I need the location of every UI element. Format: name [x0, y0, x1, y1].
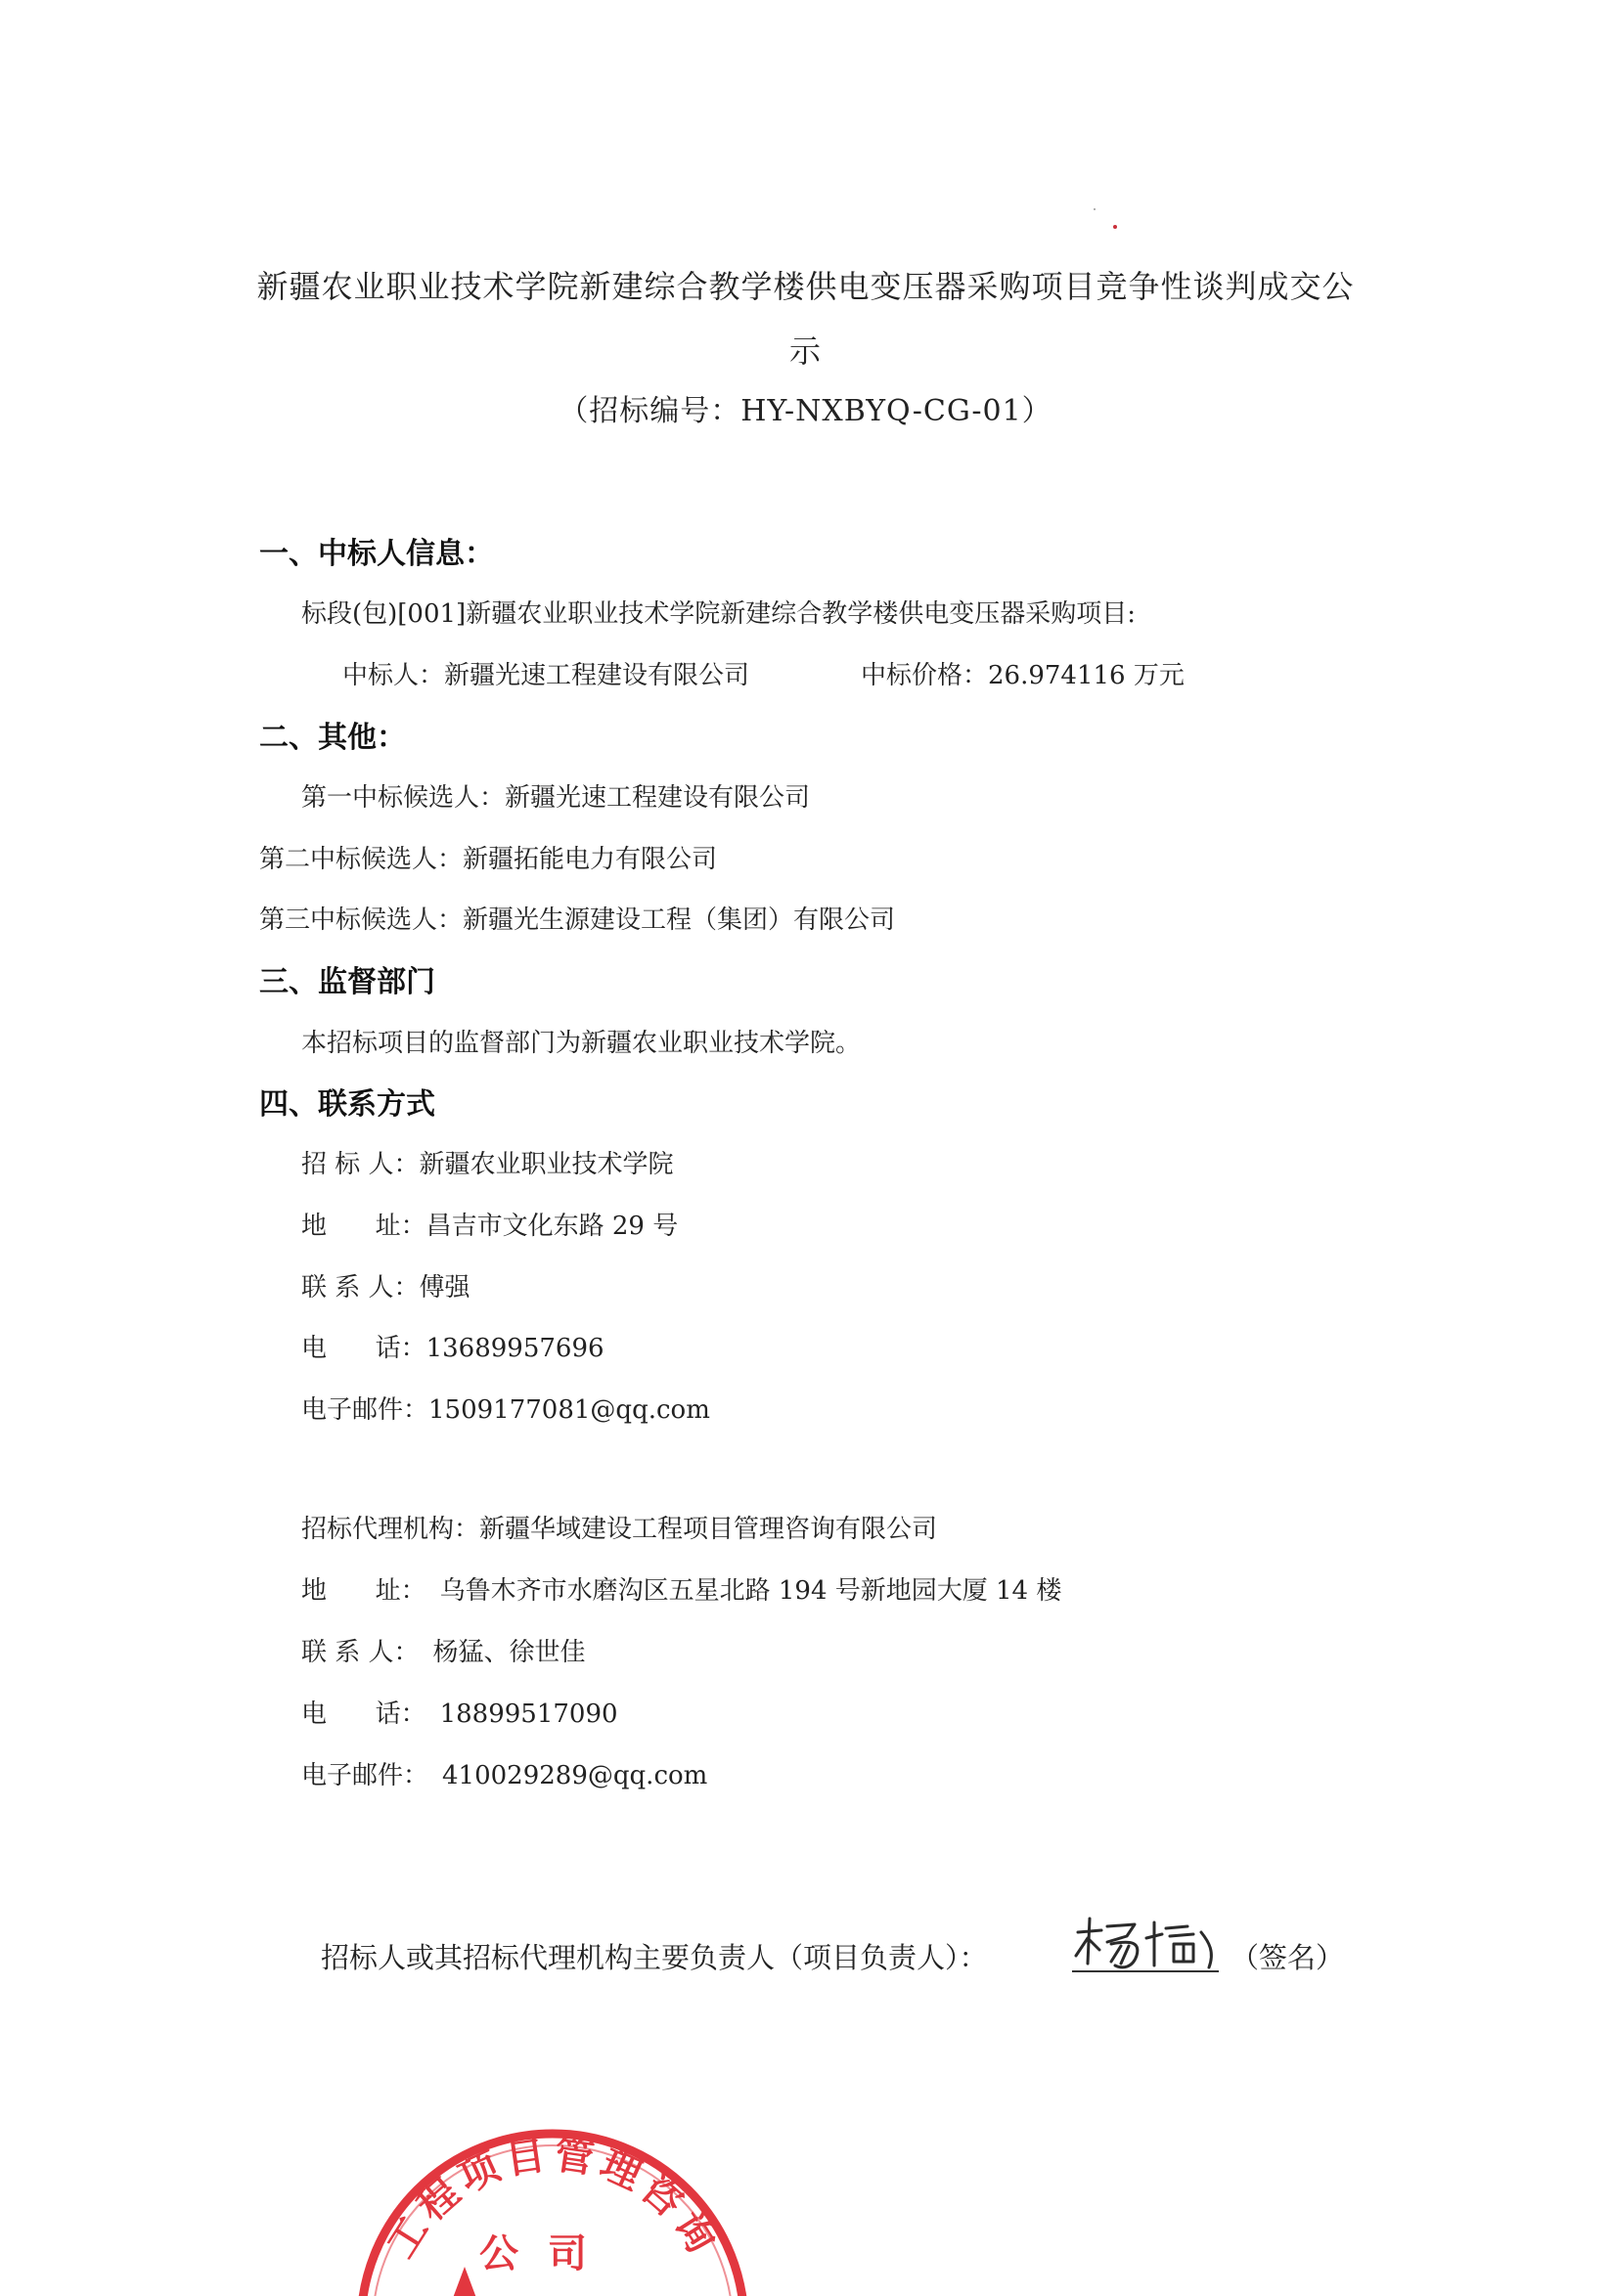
section-heading-winner: 一、中标人信息： [259, 537, 494, 571]
tenderer-phone: 13689957696 [425, 1334, 604, 1363]
section-heading-other: 二、其他： [259, 721, 406, 755]
scan-speck [1094, 208, 1096, 210]
document-title-line1: 新疆农业职业技术学院新建综合教学楼供电变压器采购项目竞争性谈判成交公 [256, 268, 1355, 305]
agency-address: 乌鲁木齐市水磨沟区五星北路 194 号新地园大厦 14 楼 [439, 1576, 1062, 1606]
signature-underline [1072, 1970, 1219, 1972]
lot-description: 标段(包)[001]新疆农业职业技术学院新建综合教学楼供电变压器采购项目: [301, 599, 1136, 629]
agency-address-row [301, 1570, 1061, 1607]
seal-text-bottom: 公司 [479, 2231, 616, 2276]
tenderer-name-label: 招 标 人： [301, 1150, 420, 1179]
tenderer-address-label: 地 址： [301, 1212, 426, 1241]
tenderer-address: 昌吉市文化东路 29 号 [425, 1212, 679, 1241]
tenderer-email-row [301, 1390, 710, 1426]
winner-name: 中标人：新疆光速工程建设有限公司 [342, 661, 750, 690]
agency-name-row [301, 1509, 937, 1545]
agency-email-row [301, 1755, 707, 1791]
agency-contact: 杨猛、徐世佳 [432, 1638, 586, 1667]
tenderer-name-row [301, 1144, 674, 1180]
official-seal [337, 2120, 768, 2296]
signature-prefix: 招标人或其招标代理机构主要负责人（项目负责人）： [321, 1941, 988, 1974]
agency-phone: 18899517090 [439, 1700, 618, 1729]
supervision-text: 本招标项目的监督部门为新疆农业职业技术学院。 [301, 1029, 862, 1058]
tenderer-email: 1509177081@qq.com [428, 1395, 710, 1425]
candidate-first: 第一中标候选人：新疆光速工程建设有限公司 [301, 783, 811, 813]
candidate-third: 第三中标候选人：新疆光生源建设工程（集团）有限公司 [259, 905, 896, 935]
tenderer-contact-row [301, 1267, 470, 1303]
tenderer-phone-label: 电 话： [301, 1334, 426, 1363]
agency-phone-label: 电 话： [301, 1700, 426, 1729]
signature-suffix: （签名） [1231, 1941, 1345, 1974]
agency-name-label: 招标代理机构： [301, 1515, 480, 1544]
document-title-line2: 示 [788, 332, 822, 370]
agency-email: 410029289@qq.com [442, 1761, 708, 1790]
agency-email-label: 电子邮件： [301, 1761, 429, 1790]
tenderer-contact-label: 联 系 人： [301, 1273, 420, 1303]
tenderer-address-row [301, 1206, 678, 1242]
agency-address-label: 地 址： [301, 1576, 426, 1606]
tenderer-name: 新疆农业职业技术学院 [419, 1150, 674, 1179]
agency-name: 新疆华域建设工程项目管理咨询有限公司 [479, 1515, 938, 1544]
tenderer-phone-row [301, 1328, 604, 1364]
candidate-second: 第二中标候选人：新疆拓能电力有限公司 [259, 845, 718, 874]
section-heading-contact: 四、联系方式 [259, 1087, 435, 1122]
agency-phone-row [301, 1694, 618, 1730]
scan-speck [1113, 225, 1117, 229]
winner-price: 中标价格：26.974116 万元 [861, 661, 1185, 690]
section-heading-supervision: 三、监督部门 [259, 965, 435, 999]
tenderer-contact: 傅强 [419, 1273, 470, 1303]
seal-text-top: 工程项目管理咨询 [379, 2132, 727, 2267]
tenderer-email-label: 电子邮件： [301, 1395, 429, 1425]
agency-contact-label: 联 系 人： [301, 1638, 420, 1667]
agency-contact-row [301, 1632, 586, 1668]
bid-number: （招标编号：HY-NXBYQ-CG-01） [559, 394, 1052, 428]
